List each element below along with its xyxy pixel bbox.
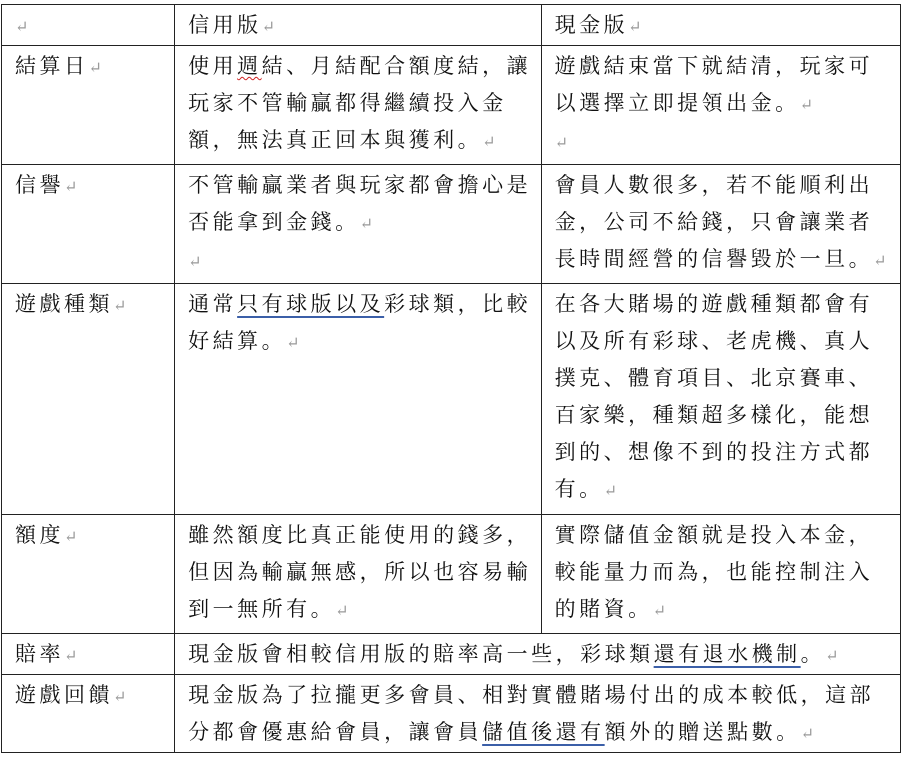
row-label: 信譽 bbox=[15, 173, 64, 197]
merged-cell: 現金版會相較信用版的賠率高一些，彩球類還有退水機制。↵ bbox=[175, 634, 901, 675]
paragraph-mark-icon: ↵ bbox=[799, 95, 813, 114]
paragraph-mark-icon: ↵ bbox=[359, 214, 374, 233]
paragraph-mark-icon: ↵ bbox=[113, 687, 127, 706]
paragraph-mark-icon: ↵ bbox=[113, 296, 127, 315]
paragraph-mark-icon: ↵ bbox=[261, 17, 276, 36]
row-label-cell bbox=[2, 165, 175, 284]
row-label: 遊戲種類 bbox=[15, 292, 113, 316]
paragraph-mark-icon: ↵ bbox=[15, 17, 29, 36]
paragraph-mark-icon: ↵ bbox=[64, 177, 78, 196]
cash-cell: 會員人數很多，若不能順利出金，公司不給錢，只會讓業者長時間經營的信譽毀於一旦。↵ bbox=[541, 165, 900, 284]
paragraph-mark-icon: ↵ bbox=[873, 251, 887, 270]
paragraph-mark-icon: ↵ bbox=[88, 58, 102, 77]
paragraph-mark-icon: ↵ bbox=[603, 481, 617, 500]
table-row bbox=[2, 284, 901, 515]
header-credit-cell bbox=[175, 5, 541, 46]
paragraph-mark-icon: ↵ bbox=[628, 17, 642, 36]
cash-cell: 實際儲值金額就是投入本金，較能量力而為，也能控制注入的賭資。↵ bbox=[541, 515, 900, 634]
row-label: 賠率 bbox=[15, 642, 64, 666]
comparison-table bbox=[1, 4, 901, 753]
row-label-cell bbox=[2, 284, 175, 515]
credit-cell: 使用週結、月結配合額度結，讓玩家不管輸贏都得繼續投入金額，無法真正回本與獲利。↵ bbox=[175, 46, 541, 165]
table-row bbox=[2, 165, 901, 284]
table-row bbox=[2, 46, 901, 165]
credit-cell: 雖然額度比真正能使用的錢多，但因為輸贏無感，所以也容易輸到一無所有。↵ bbox=[175, 515, 541, 634]
cash-cell: 在各大賭場的遊戲種類都會有以及所有彩球、老虎機、真人撲克、體育項目、北京賽車、百家樂，種類超多樣化，能想到的、想像不到的投注方式都有。↵ bbox=[541, 284, 900, 515]
paragraph-mark-icon: ↵ bbox=[64, 646, 78, 665]
credit-cell: 不管輸贏業者與玩家都會擔心是否能拿到金錢。↵ ↵ bbox=[175, 165, 541, 284]
merged-cell: 現金版為了拉攏更多會員、相對實體賭場付出的成本較低，這部分都會優惠給會員，讓會員儲值後還有額外的贈送點數。↵ bbox=[175, 675, 901, 753]
paragraph-mark-icon: ↵ bbox=[286, 333, 300, 352]
row-label: 遊戲回饋 bbox=[15, 683, 113, 707]
row-label-cell bbox=[2, 675, 175, 753]
row-label-cell bbox=[2, 46, 175, 165]
row-label-cell bbox=[2, 515, 175, 634]
paragraph-mark-icon: ↵ bbox=[652, 601, 666, 620]
column-header-cash: 現金版 bbox=[554, 13, 629, 37]
column-header-credit: 信用版 bbox=[188, 13, 262, 37]
paragraph-mark-icon: ↵ bbox=[64, 527, 78, 546]
row-label: 結算日 bbox=[15, 54, 89, 78]
table-row bbox=[2, 515, 901, 634]
table-row bbox=[2, 634, 901, 675]
paragraph-mark-icon: ↵ bbox=[335, 601, 349, 620]
cash-cell: 遊戲結束當下就結清，玩家可以選擇立即提領出金。↵ ↵ bbox=[541, 46, 900, 165]
underlined-text: 還有退水機制 bbox=[653, 642, 801, 666]
underlined-text: 只有球版以及 bbox=[237, 292, 385, 316]
paragraph-mark-icon: ↵ bbox=[825, 646, 839, 665]
row-label-cell bbox=[2, 634, 175, 675]
credit-cell: 通常只有球版以及彩球類，比較好結算。↵ bbox=[175, 284, 541, 515]
underlined-text: 儲值後還有 bbox=[482, 720, 605, 744]
paragraph-mark-icon: ↵ bbox=[482, 132, 496, 151]
spellcheck-flagged-text: 週 bbox=[237, 54, 262, 78]
table-row bbox=[2, 675, 901, 753]
table-header-row bbox=[2, 5, 901, 46]
header-cash-cell bbox=[541, 5, 900, 46]
paragraph-mark-icon: ↵ bbox=[188, 252, 202, 271]
header-corner-cell bbox=[2, 5, 175, 46]
paragraph-mark-icon: ↵ bbox=[554, 133, 568, 152]
row-label: 額度 bbox=[15, 523, 64, 547]
paragraph-mark-icon: ↵ bbox=[800, 724, 815, 743]
